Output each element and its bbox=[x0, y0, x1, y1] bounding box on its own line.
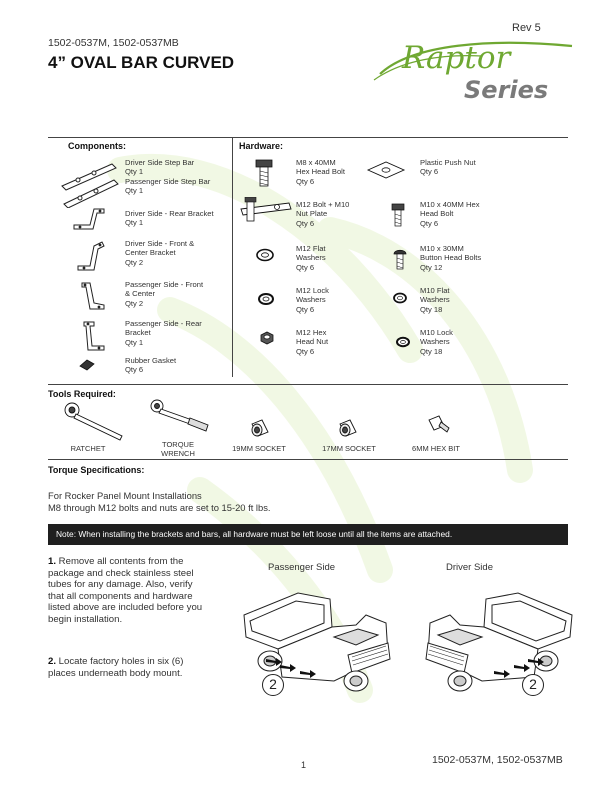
hardware-m10-hex-bolt: M10 x 40MM Hex Head Bolt Qty 6 bbox=[420, 200, 480, 228]
socket-17mm-icon bbox=[336, 416, 360, 440]
hardware-m10-button-head-bolts: M10 x 30MM Button Head Bolts Qty 12 bbox=[420, 244, 482, 272]
button-head-bolt-icon bbox=[393, 248, 407, 270]
hardware-heading: Hardware: bbox=[239, 141, 284, 151]
logo-series: Series bbox=[464, 76, 549, 104]
component-driver-step-bar: Driver Side Step Bar Qty 1 Passenger Side Step Bar Qty 1 bbox=[125, 158, 211, 196]
bracket-icon bbox=[70, 203, 108, 233]
lock-washer-icon bbox=[396, 336, 410, 348]
divider-torque bbox=[48, 459, 568, 460]
installation-note: Note: When installing the brackets and bars, all hardware must be left loose until all the items are attached. bbox=[48, 524, 568, 545]
passenger-side-label: Passenger Side bbox=[268, 562, 336, 573]
components-heading: Components: bbox=[68, 141, 126, 151]
hardware-m12-hex-nut: M12 Hex Head Nut Qty 6 bbox=[296, 328, 329, 356]
ratchet-icon bbox=[62, 400, 126, 442]
tool-label-17mm-socket: 17MM SOCKET bbox=[322, 444, 376, 453]
step-bar-icon bbox=[58, 158, 120, 208]
divider-vertical bbox=[232, 137, 233, 377]
component-passenger-rear-bracket: Passenger Side - Rear Bracket Qty 1 bbox=[125, 319, 202, 347]
hex-bolt-icon bbox=[254, 158, 274, 188]
page-number: 1 bbox=[301, 760, 307, 770]
component-passenger-front-center-bracket: Passenger Side - Front & Center Qty 2 bbox=[125, 280, 204, 308]
lock-washer-icon bbox=[258, 292, 274, 306]
part-numbers: 1502-0537M, 1502-0537MB bbox=[48, 37, 179, 49]
flat-washer-icon bbox=[256, 248, 274, 262]
torque-heading: Torque Specifications: bbox=[48, 465, 145, 475]
bracket-icon bbox=[74, 318, 108, 354]
hex-nut-icon bbox=[258, 330, 276, 346]
torque-wrench-icon bbox=[148, 398, 210, 432]
divider-top bbox=[48, 137, 568, 138]
component-rubber-gasket: Rubber Gasket Qty 6 bbox=[125, 356, 177, 375]
divider-tools bbox=[48, 384, 568, 385]
step-2: 2. Locate factory holes in six (6) places underneath body mount. bbox=[48, 656, 184, 679]
hardware-m10-lock-washers: M10 Lock Washers Qty 18 bbox=[420, 328, 453, 356]
nut-plate-icon bbox=[237, 197, 293, 225]
footer-part-numbers: 1502-0537M, 1502-0537MB bbox=[432, 754, 563, 766]
hardware-m12-lock-washers: M12 Lock Washers Qty 6 bbox=[296, 286, 329, 314]
page-title: 4” OVAL BAR CURVED bbox=[48, 53, 235, 72]
bracket-icon bbox=[72, 238, 108, 272]
flat-washer-icon bbox=[393, 292, 407, 304]
component-driver-front-center-bracket: Driver Side - Front & Center Bracket Qty 2 bbox=[125, 239, 195, 267]
tool-label-6mm-hex-bit: 6MM HEX BIT bbox=[412, 444, 460, 453]
component-driver-rear-bracket: Driver Side - Rear Bracket Qty 1 bbox=[125, 209, 214, 228]
hardware-m10-flat-washers: M10 Flat Washers Qty 18 bbox=[420, 286, 450, 314]
hex-bit-icon bbox=[426, 414, 452, 436]
tools-heading: Tools Required: bbox=[48, 389, 116, 399]
driver-side-label: Driver Side bbox=[446, 562, 493, 573]
logo-word: Raptor bbox=[402, 40, 511, 76]
socket-19mm-icon bbox=[248, 416, 272, 440]
hardware-plastic-push-nut: Plastic Push Nut Qty 6 bbox=[420, 158, 476, 177]
gasket-icon bbox=[78, 356, 96, 372]
tool-label-torque-wrench: TORQUE WRENCH bbox=[161, 440, 195, 458]
hardware-m12-flat-washers: M12 Flat Washers Qty 6 bbox=[296, 244, 326, 272]
torque-specs: For Rocker Panel Mount Installations M8 through M12 bolts and nuts are set to 15-20 ft lbs. bbox=[48, 490, 271, 513]
callout-step-2-driver: 2 bbox=[522, 674, 544, 696]
hardware-m8-hex-bolt: M8 x 40MM Hex Head Bolt Qty 6 bbox=[296, 158, 345, 186]
push-nut-icon bbox=[366, 160, 406, 180]
revision-label: Rev 5 bbox=[512, 22, 541, 34]
truck-driver-side-illustration bbox=[418, 585, 578, 697]
hex-bolt-icon bbox=[391, 203, 405, 227]
tool-label-19mm-socket: 19MM SOCKET bbox=[232, 444, 286, 453]
raptor-series-logo bbox=[372, 34, 577, 106]
callout-step-2-passenger: 2 bbox=[262, 674, 284, 696]
bracket-icon bbox=[74, 279, 108, 313]
step-1: 1. Remove all contents from the package and check stainless steel tubes for any damage. Also, verify that all components and hardware listed above are included before you begin installation. bbox=[48, 556, 203, 625]
hardware-m12-bolt-nut-plate: M12 Bolt + M10 Nut Plate Qty 6 bbox=[296, 200, 350, 228]
tool-label-ratchet: RATCHET bbox=[70, 444, 106, 453]
